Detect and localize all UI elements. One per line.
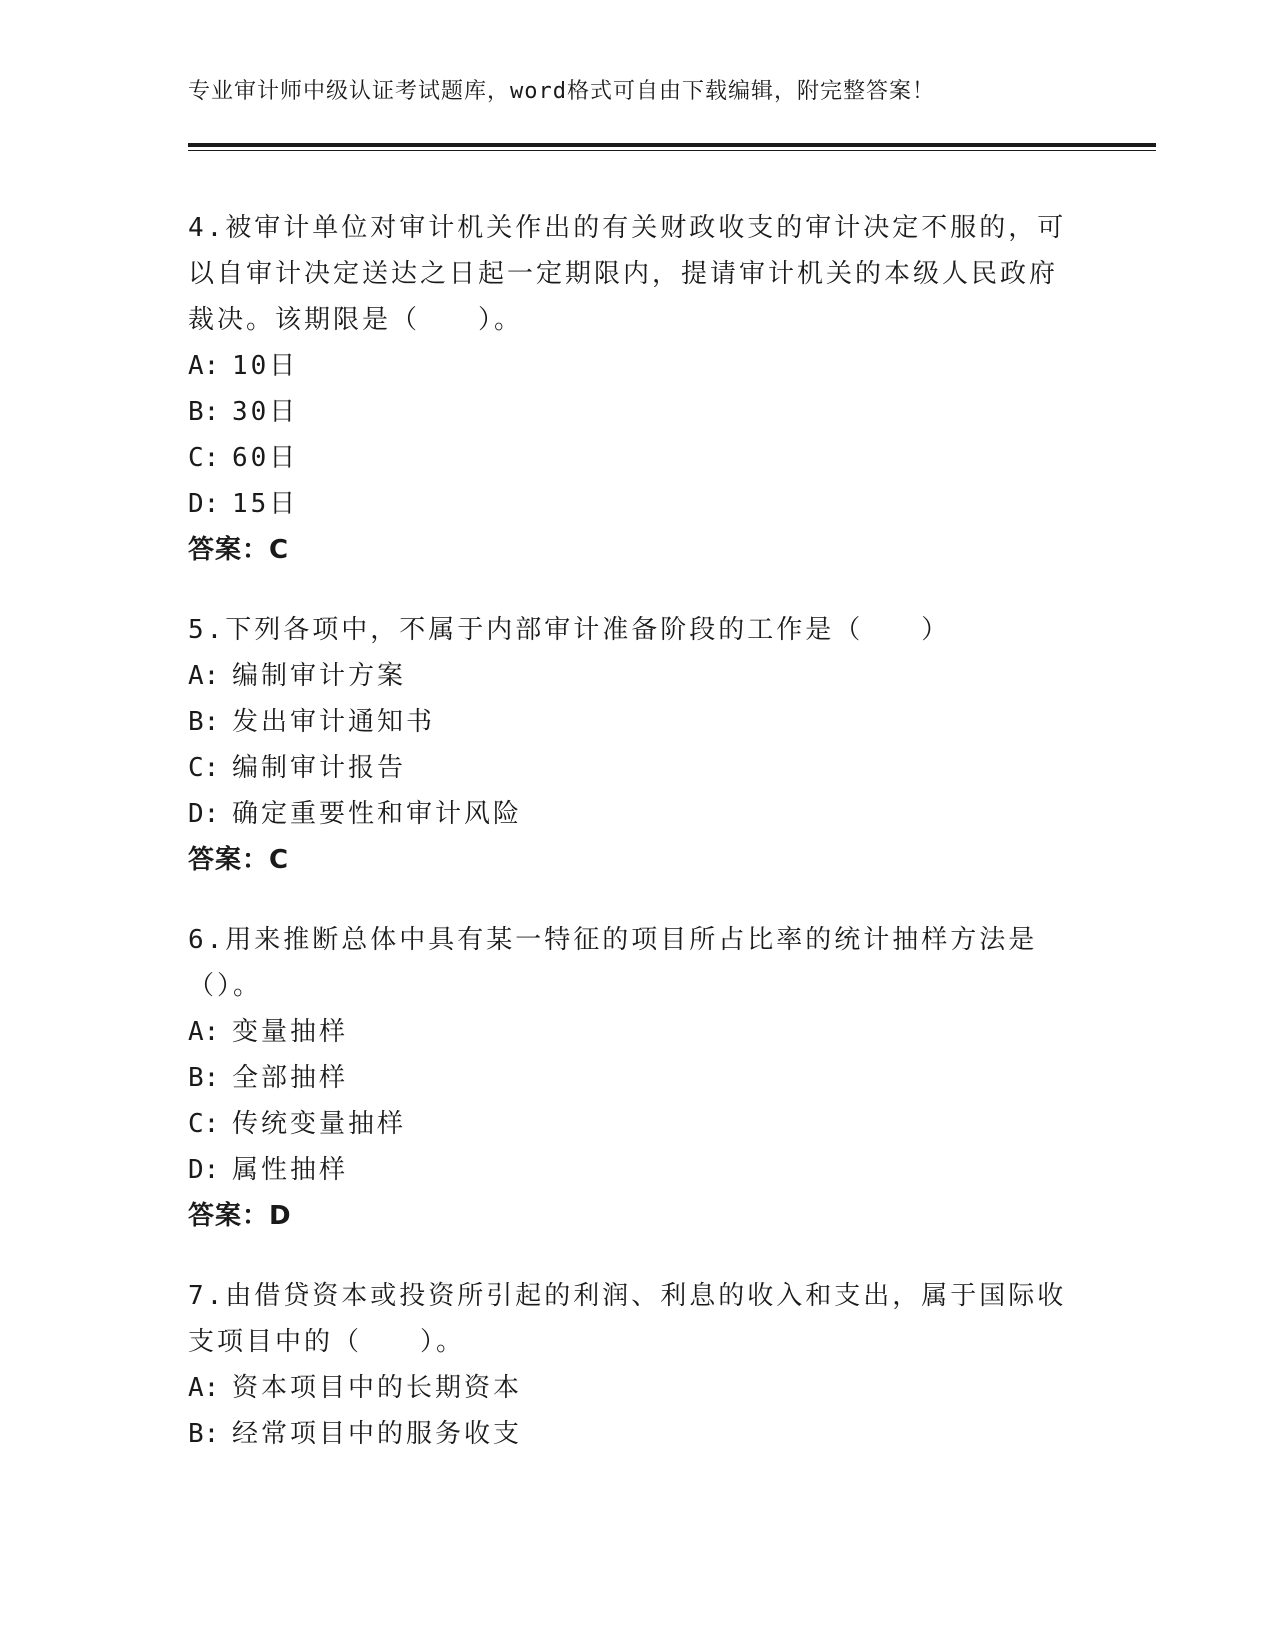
option-key: A: — [188, 351, 220, 381]
option-key: B: — [188, 397, 220, 427]
option-text: 编制审计方案 — [232, 661, 407, 691]
answer-line: 答案：C — [188, 535, 290, 565]
answer-line: 答案：C — [188, 845, 290, 875]
option-text: 经常项目中的服务收支 — [232, 1419, 523, 1449]
option-a — [188, 1009, 1068, 1055]
option-text: 60日 — [232, 443, 299, 473]
option-key: D: — [188, 489, 220, 519]
question-list — [188, 205, 1068, 1491]
option-d — [188, 791, 1068, 837]
option-d — [188, 481, 1068, 527]
option-text: 资本项目中的长期资本 — [232, 1373, 523, 1403]
option-text: 传统变量抽样 — [232, 1109, 407, 1139]
page-header: 专业审计师中级认证考试题库，word格式可自由下载编辑，附完整答案！ — [188, 79, 935, 104]
option-text: 确定重要性和审计风险 — [232, 799, 523, 829]
option-key: D: — [188, 799, 220, 829]
question-stem: 4.被审计单位对审计机关作出的有关财政收支的审计决定不服的，可以自审计决定送达之日起一定期限内，提请审计机关的本级人民政府裁决。该期限是（ ）。 — [188, 213, 1067, 335]
option-key: D: — [188, 1155, 220, 1185]
question-stem: 7.由借贷资本或投资所引起的利润、利息的收入和支出，属于国际收支项目中的（ ）。 — [188, 1281, 1067, 1357]
option-b — [188, 1055, 1068, 1101]
option-key: C: — [188, 1109, 220, 1139]
option-c — [188, 435, 1068, 481]
option-key: C: — [188, 753, 220, 783]
option-text: 属性抽样 — [232, 1155, 349, 1185]
option-b — [188, 699, 1068, 745]
option-c — [188, 1101, 1068, 1147]
option-key: C: — [188, 443, 220, 473]
option-text: 15日 — [232, 489, 299, 519]
option-a — [188, 343, 1068, 389]
option-b — [188, 1411, 1068, 1457]
option-key: B: — [188, 707, 220, 737]
option-text: 编制审计报告 — [232, 753, 407, 783]
option-text: 全部抽样 — [232, 1063, 349, 1093]
header-rule-thin — [188, 150, 1156, 151]
question-6 — [188, 917, 1068, 1239]
option-key: A: — [188, 1017, 220, 1047]
question-4 — [188, 205, 1068, 573]
option-key: B: — [188, 1419, 220, 1449]
question-5 — [188, 607, 1068, 883]
answer-line: 答案：D — [188, 1201, 292, 1231]
option-text: 30日 — [232, 397, 299, 427]
option-a — [188, 653, 1068, 699]
option-text: 变量抽样 — [232, 1017, 349, 1047]
option-text: 10日 — [232, 351, 299, 381]
question-stem: 5.下列各项中，不属于内部审计准备阶段的工作是（ ） — [188, 615, 951, 645]
option-a — [188, 1365, 1068, 1411]
option-key: A: — [188, 661, 220, 691]
option-c — [188, 745, 1068, 791]
option-d — [188, 1147, 1068, 1193]
option-b — [188, 389, 1068, 435]
option-key: B: — [188, 1063, 220, 1093]
question-stem: 6.用来推断总体中具有某一特征的项目所占比率的统计抽样方法是（）。 — [188, 925, 1038, 1001]
option-key: A: — [188, 1373, 220, 1403]
header-rule-thick — [188, 143, 1156, 147]
option-text: 发出审计通知书 — [232, 707, 436, 737]
question-7 — [188, 1273, 1068, 1457]
